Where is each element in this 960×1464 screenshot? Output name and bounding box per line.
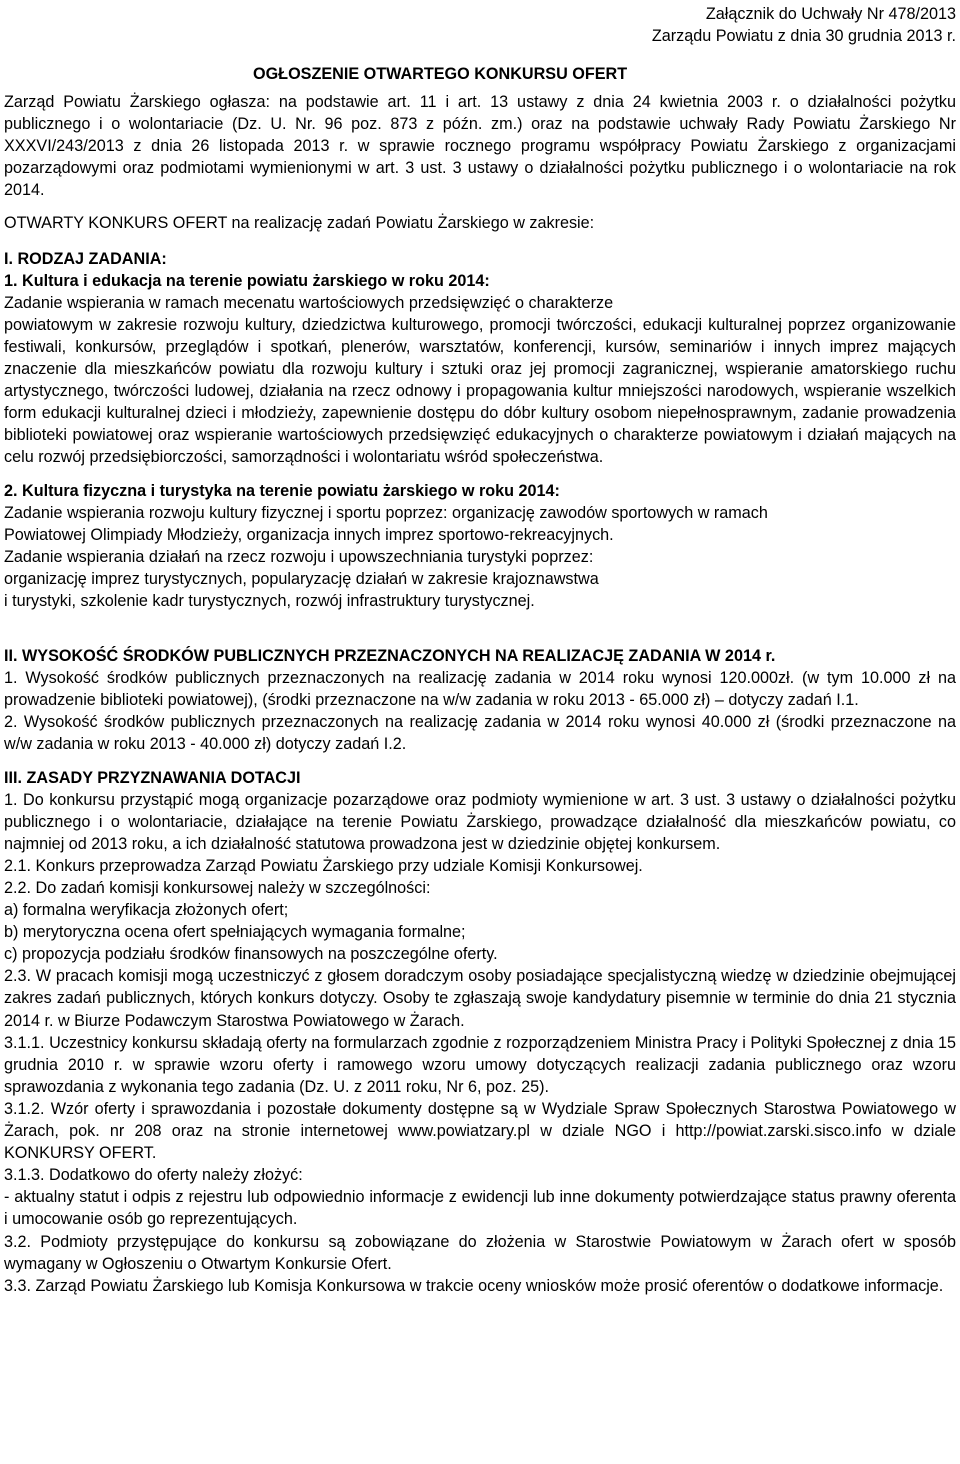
rules-2-1: 2.1. Konkurs przeprowadza Zarząd Powiatu Żarskiego przy udziale Komisji Konkursowej. [4, 856, 643, 875]
task-2-heading: 2. Kultura fizyczna i turystyka na terenie powiatu żarskiego w roku 2014: [4, 481, 560, 500]
rules-2-2-a: a) formalna weryfikacja złożonych ofert; [4, 901, 289, 920]
funding-paragraph-1: 1. Wysokość środków publicznych przeznaczonych na realizację zadania w 2014 roku wynosi 120.000zł. (w tym 10.000 zł na prowadzenie biblioteki powiatowej), (środki przeznaczone na w/w zadania w roku 2013 - 65.000 zł) – dotyczy zadań I.1. [4, 669, 956, 710]
rules-3-1-3: 3.1.3. Dodatkowo do oferty należy złożyć: [4, 1166, 303, 1185]
rules-3-1-3-a: - aktualny statut i odpis z rejestru lub odpowiednio informacje z ewidencji lub inne dokumenty potwierdzające status prawny oferenta i umocowanie osób go reprezentujących. [4, 1188, 956, 1229]
contest-line: OTWARTY KONKURS OFERT na realizację zadań Powiatu Żarskiego w zakresie: [4, 214, 595, 233]
document-body [4, 91, 956, 1297]
rules-3-3: 3.3. Zarząd Powiatu Żarskiego lub Komisja Konkursowa w trakcie oceny wniosków może prosić oferentów o dodatkowe informacje. [4, 1276, 944, 1295]
intro-paragraph: Zarząd Powiatu Żarskiego ogłasza: na podstawie art. 11 i art. 13 ustawy z dnia 24 kwietnia 2003 r. o działalności pożytku publicznego i o wolontariacie (Dz. U. Nr. 96 poz. 873 z późn. zm.) oraz na podstawie uchwały Rady Powiatu Żarskiego Nr XXXVI/243/2013 z dnia 26 listopada 2013 r. w sprawie rocznego programu współpracy Powiatu Żarskiego z organizacjami pozarządowymi oraz podmiotami wymienionymi w art. 3 ust. 3 ustawy o działalności pożytku publicznego i o wolontariacie na rok 2014. [4, 93, 956, 200]
header-line-2: Zarządu Powiatu z dnia 30 grudnia 2013 r. [651, 27, 956, 45]
task-2-line-5: i turystyki, szkolenie kadr turystycznych, rozwój infrastruktury turystycznej. [4, 591, 535, 610]
task-2-line-4: organizację imprez turystycznych, popularyzację działań w zakresie krajoznawstwa [4, 569, 599, 588]
rules-2-3: 2.3. W pracach komisji mogą uczestniczyć z głosem doradczym osoby posiadające specjalistyczną wiedzę w dziedzinie obejmującej zakres zadań publicznych, których konkurs dotyczy. Osoby te zgłaszają swoje kandydatury pisemnie w terminie do dnia 21 stycznia 2014 r. w Biurze Podawczym Starostwa Powiatowego w Żarach. [4, 967, 956, 1030]
task-2-line-2: Powiatowej Olimpiady Młodzieży, organizacja innych imprez sportowo-rekreacyjnych. [4, 525, 614, 544]
section-3-heading: III. ZASADY PRZYZNAWANIA DOTACJI [4, 768, 301, 787]
task-1-first-line: Zadanie wspierania w ramach mecenatu wartościowych przedsięwzięć o charakterze [4, 293, 614, 312]
rules-2-2: 2.2. Do zadań komisji konkursowej należy w szczególności: [4, 879, 431, 897]
header-line-1: Załącznik do Uchwały Nr 478/2013 [705, 5, 956, 23]
document-title: OGŁOSZENIE OTWARTEGO KONKURSU OFERT [253, 65, 628, 83]
rules-2-2-b: b) merytoryczna ocena ofert spełniających wymagania formalne; [4, 923, 466, 942]
task-1-heading: 1. Kultura i edukacja na terenie powiatu żarskiego w roku 2014: [4, 271, 490, 290]
section-1-heading: I. RODZAJ ZADANIA: [4, 249, 167, 268]
rules-paragraph-1: 1. Do konkursu przystąpić mogą organizacje pozarządowe oraz podmioty wymienione w art. 3 ust. 3 ustawy o działalności pożytku publicznego i o wolontariacie, działające na terenie Powiatu Żarskiego, prowadzące działalność dla mieszkańców powiatu, co najmniej od 2013 roku, a ich działalność statutowa prowadzona jest w dziedzinie objętej konkursem. [4, 790, 956, 853]
rules-3-1-1: 3.1.1. Uczestnicy konkursu składają oferty na formularzach zgodnie z rozporządzeniem Ministra Pracy i Polityki Społecznej z dnia 15 grudnia 2010 r. w sprawie wzoru oferty i ramowego wzoru umowy dotyczących realizacji zadania publicznego oraz wzoru sprawozdania z wykonania tego zadania (Dz. U. z 2011 roku, Nr 6, poz. 25). [4, 1033, 956, 1096]
rules-3-1-2: 3.1.2. Wzór oferty i sprawozdania i pozostałe dokumenty dostępne są w Wydziale Spraw Społecznych Starostwa Powiatowego w Żarach, pok. nr 208 oraz na stronie internetowej www.powiatzary.pl w dziale NGO i http://powiat.zarski.sisco.info w dziale KONKURSY OFERT. [4, 1099, 956, 1163]
task-2-line-1: Zadanie wspierania rozwoju kultury fizycznej i sportu poprzez: organizację zawodów sportowych w ramach [4, 503, 768, 522]
task-2-line-3: Zadanie wspierania działań na rzecz rozwoju i upowszechniania turystyki poprzez: [4, 547, 594, 566]
task-1-body: powiatowym w zakresie rozwoju kultury, dziedzictwa kulturowego, promocji twórczości, edukacji kulturalnej poprzez organizowanie festiwali, konkursów, przeglądów i spotkań, plenerów, warsztatów, konferencji, kursów, seminariów i innych imprez mających znaczenie dla mieszkańców powiatu dla rozwoju kultury i sztuki oraz jej promocji zagranicznej, wspieranie amatorskiego ruchu artystycznego, twórczości ludowej, działania na rzecz odnowy i propagowania kultur mniejszości narodowych, wspieranie wszelkich form edukacji kulturalnej dzieci i młodzieży, zapewnienie dostępu do dóbr kultury osobom niepełnosprawnym, zadanie prowadzenia biblioteki powiatowej oraz wspieranie wartościowych przedsięwzięć edukacyjnych o charakterze powiatowym i działań mających na celu rozwój przedsiębiorczości, samorządności i wolontariatu wśród społeczeństwa. [4, 315, 956, 467]
attachment-header [652, 3, 956, 47]
section-2-heading: II. WYSOKOŚĆ ŚRODKÓW PUBLICZNYCH PRZEZNACZONYCH NA REALIZACJĘ ZADANIA W 2014 r. [4, 647, 776, 666]
funding-paragraph-2: 2. Wysokość środków publicznych przeznaczonych na realizację zadania w 2014 roku wynosi 40.000 zł (środki przeznaczone na w/w zadania w roku 2013 - 40.000 zł) dotyczy zadań I.2. [4, 713, 956, 754]
rules-2-2-c: c) propozycja podziału środków finansowych na poszczególne oferty. [4, 945, 498, 964]
rules-3-2: 3.2. Podmioty przystępujące do konkursu są zobowiązane do złożenia w Starostwie Powiatowym w Żarach ofert w sposób wymagany w Ogłoszeniu o Otwartym Konkursie Ofert. [4, 1232, 956, 1273]
